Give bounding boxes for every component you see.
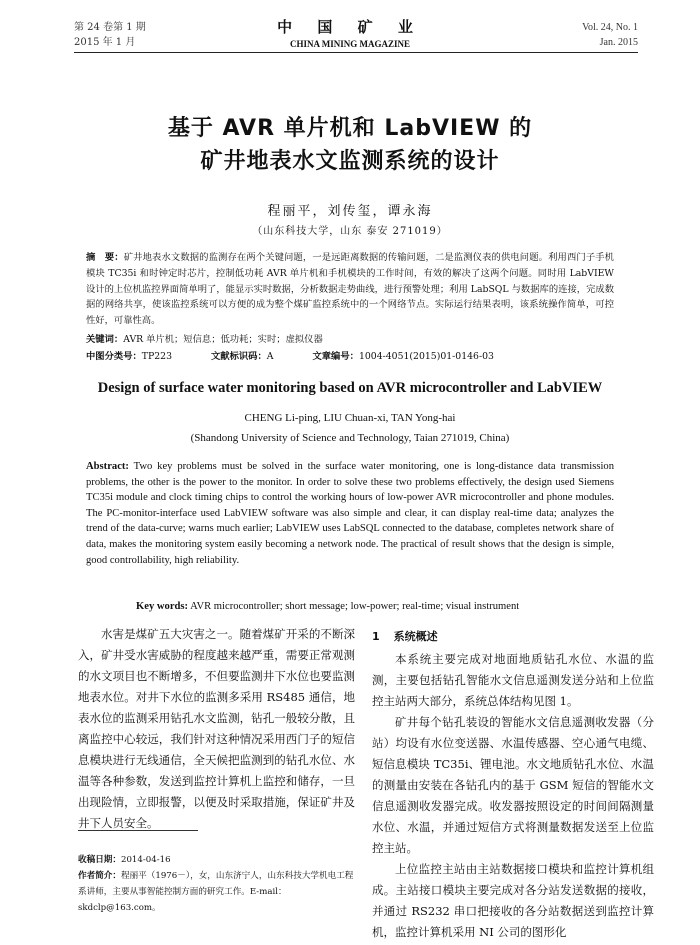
keywords-cn-label: 关键词： (86, 334, 124, 345)
section-heading (372, 626, 654, 647)
paper-title-en: Design of surface water monitoring based on AVR microcontroller and LabVIEW (97, 380, 603, 396)
section-number: 1 (372, 630, 380, 643)
abstract-cn-text: 矿井地表水文数据的监测存在两个关键问题，一是远距离数据的传输问题，二是监测仪表的供电问题。利用西门子手机模块 TC35i 和时钟定时芯片，控制低功耗 AVR 单片机和手机模块的工作时间，有效的解决了这两个问题。同时用 LabVIEW 设计的上位机监控界面简单明了，能显示实时数据，分析数据走势曲线，进行预警处理；利用 LabSQL 与数据库的连接，完成数据的网络共享，使该监控系统可以方便的成为整个煤矿监控系统中的一个网络节点。实际运行结果表明，该系统操作简单，可控性好，可靠性高。 (86, 252, 614, 327)
footnote-rule (78, 830, 198, 831)
authors-cn: 程丽平，刘传玺，谭永海 (267, 204, 433, 219)
article-number: 文章编号：1004-4051(2015)01-0146-03 (312, 351, 494, 362)
keywords-en-text: AVR microcontroller; short message; low-power; real-time; visual instrument (188, 601, 520, 612)
title-line-1: 基于 AVR 单片机和 LabVIEW 的 (167, 116, 533, 141)
body-paragraph: 水害是煤矿五大灾害之一。随着煤矿开采的不断深入，矿井受水害威胁的程度越来越严重，需要正常观测的水文项目也不断增多，不但要监测井下水位也要监测地表水位。对井下水位的监测多采用 RS485 通信，地表水位的监测采用钻孔水文监测，钻孔一般较分散，且离监控中心较远，我们针对这种情况采用西门子的短信息模块进行无线通信，全天候把监测到的钻孔水位、水温等各种参数，发送到监控计算机上监控和储存，一旦出现险情，立即报警，以便及时采取措施，保证矿井及井下人员安全。 (78, 627, 355, 830)
volume-issue-en: Vol. 24, No. 1 (582, 22, 638, 33)
received-date: 收稿日期：2014-04-16 (78, 855, 171, 865)
paper-title (0, 112, 700, 178)
volume-issue-cn: 第 24 卷第 1 期 (74, 22, 146, 33)
abstract-cn-label: 摘 要： (86, 252, 124, 263)
journal-name-cn: 中 国 矿 业 (277, 18, 423, 36)
abstract-en-text: Two key problems must be solved in the surface water monitoring, one is long-distance data transmission problems, the other is the power to the monitor. In order to solve these two problems effectively, the design used Siemens TC35i module and clock timing chips to control the working hours of low-power AVR microcontroller and phone modules. The PC-monitor-interface used LabVIEW software was also simple and clear, it can display real-time data; analyzes the trend of the data-curve; warns much earlier; LabVIEW uses LabSQL connected to the database, completes network share of data, makes the monitoring system easily becoming a network node. The practical of result shows that the design is simple, good controllability, high reliability. (86, 461, 614, 566)
body-column-right (372, 624, 654, 943)
abstract-en-label: Abstract: (86, 461, 129, 472)
keywords-cn-text: AVR 单片机；短信息；低功耗；实时；虚拟仪器 (123, 334, 323, 345)
body-paragraph: 上位监控主站由主站数据接口模块和监控计算机组成。主站接口模块主要完成对各分站发送数据的接收，并通过 RS232 串口把接收的各分站数据送到监控计算机，监控计算机采用 NI 公司的图形化 (372, 862, 654, 939)
header-rule (74, 52, 638, 53)
body-column-left (78, 624, 355, 834)
journal-name-en: CHINA MINING MAGAZINE (289, 39, 410, 49)
classification-line (86, 348, 530, 362)
body-paragraph: 矿井每个钻孔装设的智能水文信息遥测收发器（分站）均设有水位变送器、水温传感器、空心通气电缆、短信息模块 TC35i、锂电池。水文地质钻孔水位、水温的测量由安装在各钻孔内的基于 GSM 短信的智能水文信息遥测收发器完成。收发器按照设定的时间间隔测量水位、水温，并通过短信方式将测量数据发送至上位监控主站。 (372, 715, 654, 855)
running-header-right (582, 20, 638, 50)
document-code: 文献标识码：A (210, 351, 274, 362)
date-en: Jan. 2015 (599, 37, 638, 48)
affiliation-en: (Shandong University of Science and Technology, Taian 271019, China) (190, 432, 510, 444)
date-cn: 2015 年 1 月 (74, 37, 136, 48)
keywords-en (136, 601, 519, 612)
section-title: 系统概述 (393, 630, 438, 643)
abstract-en (86, 459, 614, 568)
body-paragraph: 本系统主要完成对地面地质钻孔水位、水温的监测，主要包括钻孔智能水文信息遥测发送分站和上位监控主站两大部分，系统总体结构见图 1。 (372, 652, 654, 708)
keywords-en-label: Key words: (136, 601, 189, 612)
author-bio: 作者简介：程丽平（1976－），女，山东济宁人，山东科技大学机电工程系讲师，主要从事智能控制方面的研究工作。E-mail：skdclp@163.com。 (78, 871, 354, 913)
footnote (78, 852, 355, 916)
clc-number: 中图分类号：TP223 (86, 351, 172, 362)
abstract-cn (86, 250, 614, 329)
keywords-cn (86, 331, 323, 345)
affiliation-cn: （山东科技大学，山东 泰安 271019） (252, 226, 448, 237)
authors-en: CHENG Li-ping, LIU Chuan-xi, TAN Yong-hai (244, 412, 456, 424)
title-line-2: 矿井地表水文监测系统的设计 (200, 149, 500, 174)
